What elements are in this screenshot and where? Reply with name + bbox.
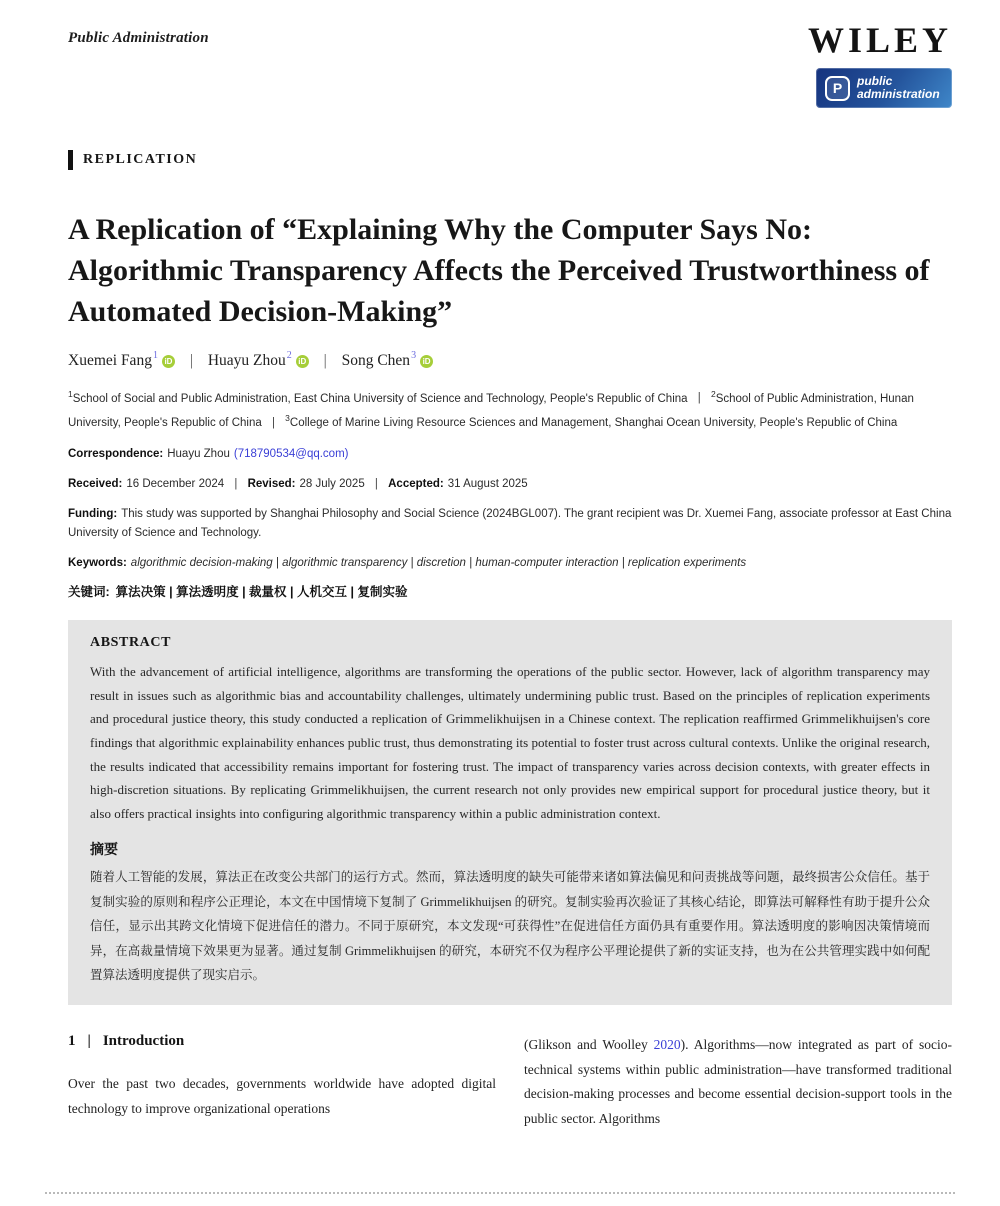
correspondence-name: Huayu Zhou: [167, 448, 230, 461]
article-category-row: [68, 150, 952, 170]
journal-badge-text: [857, 75, 940, 100]
correspondence-label: Correspondence:: [68, 448, 164, 461]
article-history-line: [68, 475, 952, 494]
journal-badge-line1: public: [857, 74, 893, 89]
abstract-box: [68, 620, 952, 1005]
author-1-affiliation-sup: 1: [152, 350, 158, 362]
category-bar-icon: [68, 150, 73, 170]
abstract-heading: ABSTRACT: [90, 634, 172, 650]
history-separator: |: [234, 478, 238, 491]
intro-paragraph-right: (Glikson and Woolley 2020). Algorithms—now integrated as part of socio-technical systems within public administration—have transformed traditional decision-making processes and become essential decision-support tools in the public sector. Algorithms: [524, 1037, 953, 1127]
section-number: 1: [68, 1033, 76, 1050]
revised-label: Revised:: [247, 478, 296, 491]
affiliation-1-sup: 1: [68, 388, 73, 399]
affiliation-2-text: School of Public Administration, Hunan University, People's Republic of China: [68, 392, 914, 429]
journal-name: Public Administration: [68, 30, 209, 46]
received-date: 16 December 2024: [126, 478, 225, 491]
article-title: A Replication of “Explaining Why the Computer Says No: Algorithmic Transparency Affects the Perceived Trustworthiness of Automated Decision-Making”: [68, 213, 930, 328]
funding-label: Funding:: [68, 507, 118, 520]
right-column: [524, 1033, 952, 1131]
author-separator: |: [323, 351, 327, 369]
article-category-label: REPLICATION: [83, 152, 198, 167]
abstract-text: With the advancement of artificial intelligence, algorithms are transforming the operations of the public sector. However, lack of algorithm transparency may result in issues such as algorithmic bias and accountability challenges, ultimately undermining public trust. Based on the principles of replication experiments and procedural justice theory, this study conducted a replication of Grimmelikhuijsen in a Chinese context. The replication reaffirmed Grimmelikhuijsen's core findings that algorithmic explainability enhances public trust, thus demonstrating its potential to foster trust across cultural contexts. Unlike the original research, the results indicated that accessibility remains important for fostering trust. The impact of transparency varies across decision contexts, with greater effects in high-discretion situations. By replicating Grimmelikhuijsen, the current research not only provides new empirical support for procedural justice theory, but it also offers practical insights into configuring algorithmic transparency within a public administration context.: [90, 663, 930, 821]
funding-line: [68, 505, 952, 543]
orcid-icon[interactable]: iD: [296, 355, 309, 368]
keywords-zh-terms: 算法决策 | 算法透明度 | 裁量权 | 人机交互 | 复制实验: [115, 584, 408, 599]
accepted-date: 31 August 2025: [447, 478, 528, 491]
keywords-terms: algorithmic decision-making | algorithmic transparency | discretion | human-computer interaction | replication experiments: [130, 556, 747, 569]
author-2-affiliation-sup: 2: [286, 350, 292, 362]
journal-badge-line2: administration: [857, 87, 940, 101]
top-bar: [68, 22, 952, 58]
author-3: Song Chen$^3$ iD: [342, 352, 433, 369]
wiley-logo: WILEY: [807, 20, 952, 60]
section-heading-introduction: [68, 1033, 496, 1050]
accepted-label: Accepted:: [388, 478, 444, 491]
revised-date: 28 July 2025: [299, 478, 365, 491]
orcid-icon[interactable]: iD: [420, 355, 433, 368]
journal-badge-row: [68, 68, 952, 108]
author-1: Xuemei Fang$^1$ iD: [68, 352, 175, 369]
footer-divider: [45, 1192, 955, 1194]
journal-cover-badge: [816, 68, 952, 108]
keywords-zh-label: 关键词:: [68, 584, 110, 599]
affiliation-3-text: College of Marine Living Resource Sciences and Management, Shanghai Ocean University, People's Republic of China: [289, 416, 898, 429]
citation-link-2020[interactable]: 2020: [653, 1037, 681, 1053]
intro-paragraph-left: Over the past two decades, governments worldwide have adopted digital technology to improve organizational operations: [68, 1076, 496, 1116]
received-label: Received:: [68, 478, 123, 491]
keywords-label: Keywords:: [68, 556, 127, 569]
keywords-line: [68, 554, 952, 573]
affiliation-separator: |: [697, 392, 701, 405]
affiliations: [68, 386, 952, 435]
affiliation-2-sup: 2: [710, 388, 716, 399]
author-3-affiliation-sup: 3: [411, 350, 417, 362]
affiliation-1-text: School of Social and Public Administration, East China University of Science and Technology, People's Republic of China: [72, 392, 688, 405]
affiliation-separator: |: [271, 416, 275, 429]
correspondence-line: [68, 445, 952, 464]
abstract-zh-heading: 摘要: [90, 843, 118, 859]
section-separator: |: [87, 1033, 91, 1050]
funding-text: This study was supported by Shanghai Philosophy and Social Science (2024BGL007). The grant recipient was Dr. Xuemei Fang, associate professor at East China University of Science and Technology.: [68, 507, 952, 539]
keywords-zh-line: [68, 582, 952, 600]
journal-badge-logo-icon: P: [825, 76, 850, 101]
orcid-icon[interactable]: iD: [162, 355, 175, 368]
abstract-zh-text: 随着人工智能的发展，算法正在改变公共部门的运行方式。然而，算法透明度的缺失可能带来诸如算法偏见和问责挑战等问题，最终损害公众信任。基于复制实验的原则和程序公正理论，本文在中国情境下复制了 Grimmelikhuijsen 的研究。复制实验再次验证了其核心结论，即算法可解释性有助于提升公众信任，显示出其跨文化情境下促进信任的潜力。不同于原研究，本文发现“可获得性”在促进信任方面仍具有重要作用。算法透明度的影响因决策情境而异，在高裁量情境下效果更为显著。通过复制 Grimmelikhuijsen 的研究，本研究不仅为程序公平理论提供了新的实证支持，也为在公共管理实践中如何配置算法透明度提供了现实启示。: [90, 870, 930, 982]
affiliation-3-sup: 3: [285, 412, 290, 423]
left-column: [68, 1033, 496, 1131]
authors-row: [68, 350, 952, 369]
correspondence-email-link[interactable]: (718790534@qq.com): [233, 448, 349, 461]
author-separator: |: [189, 351, 193, 369]
history-separator: |: [374, 478, 378, 491]
body-columns: [68, 1033, 952, 1131]
author-2: Huayu Zhou$^2$ iD: [208, 352, 309, 369]
section-title: Introduction: [102, 1033, 185, 1050]
